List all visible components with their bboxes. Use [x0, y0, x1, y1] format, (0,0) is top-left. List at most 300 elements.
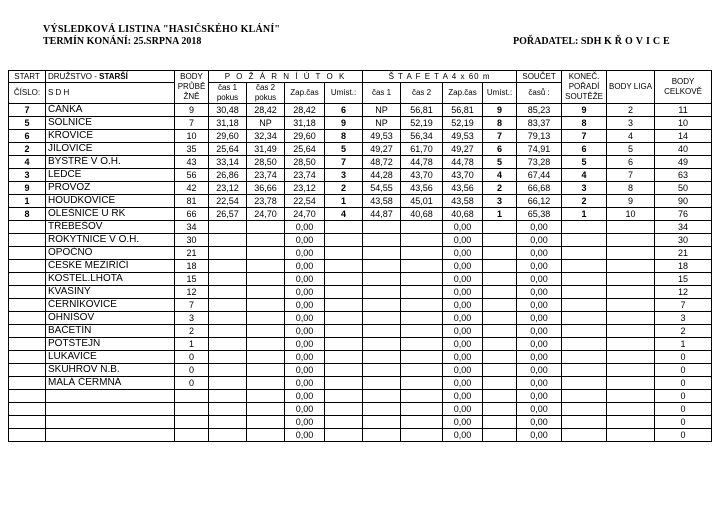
cell-team: BYSTRÉ V O.H.	[46, 156, 175, 169]
cell-pozar-zap-cas: 0,00	[285, 325, 325, 338]
cell-body-celkove: 0	[655, 403, 712, 416]
cell-pozar-umist	[325, 247, 363, 260]
table-row	[9, 429, 712, 442]
cell-team: MALÁ ČERMNÁ	[46, 377, 175, 390]
cell-stafeta-zap-cas: 0,00	[443, 364, 483, 377]
table-row	[9, 208, 712, 221]
cell-body-celkove: 0	[655, 364, 712, 377]
cell-stafeta-umist	[483, 429, 517, 442]
table-row	[9, 182, 712, 195]
cell-body	[175, 390, 209, 403]
col-cislo: ČÍSLO:	[9, 83, 46, 104]
col-soucet: SOUČET	[517, 71, 562, 83]
cell-stafeta-umist: 4	[483, 169, 517, 182]
cell-body: 7	[175, 299, 209, 312]
cell-stafeta-cas2	[401, 429, 443, 442]
cell-soucet: 0,00	[517, 429, 562, 442]
cell-stafeta-zap-cas: 43,56	[443, 182, 483, 195]
cell-body-celkove: 49	[655, 156, 712, 169]
cell-stafeta-zap-cas: 0,00	[443, 273, 483, 286]
table-row	[9, 247, 712, 260]
cell-team	[46, 429, 175, 442]
cell-body-liga: 8	[607, 182, 655, 195]
cell-soucet: 85,23	[517, 104, 562, 117]
cell-pozar-umist: 9	[325, 117, 363, 130]
cell-start	[9, 260, 46, 273]
table-row	[9, 416, 712, 429]
cell-body: 7	[175, 117, 209, 130]
cell-soucet: 0,00	[517, 338, 562, 351]
cell-team: POTŠTEJN	[46, 338, 175, 351]
cell-pozar-zap-cas: 0,00	[285, 377, 325, 390]
cell-body-liga	[607, 325, 655, 338]
cell-stafeta-zap-cas: 49,53	[443, 130, 483, 143]
cell-pozar-cas1: 30,48	[209, 104, 247, 117]
cell-pozar-umist	[325, 325, 363, 338]
cell-stafeta-zap-cas: 43,70	[443, 169, 483, 182]
cell-pozar-zap-cas: 25,64	[285, 143, 325, 156]
cell-pozar-zap-cas: 31,18	[285, 117, 325, 130]
cell-stafeta-zap-cas: 0,00	[443, 247, 483, 260]
table-row	[9, 377, 712, 390]
cell-pozar-cas2: 28,50	[247, 156, 285, 169]
cell-body	[175, 429, 209, 442]
cell-stafeta-umist: 7	[483, 130, 517, 143]
cell-pozar-cas2	[247, 312, 285, 325]
cell-poradi: 8	[562, 117, 607, 130]
cell-soucet: 0,00	[517, 260, 562, 273]
col-cas1: čas 1	[363, 83, 401, 104]
col-body-celkove: BODY CELKOVĚ	[655, 71, 712, 104]
cell-stafeta-zap-cas: 0,00	[443, 390, 483, 403]
cell-stafeta-umist	[483, 325, 517, 338]
cell-stafeta-cas2: 56,81	[401, 104, 443, 117]
cell-stafeta-cas2	[401, 416, 443, 429]
cell-poradi	[562, 221, 607, 234]
table-row	[9, 299, 712, 312]
cell-soucet: 66,68	[517, 182, 562, 195]
cell-poradi	[562, 299, 607, 312]
cell-body-liga	[607, 312, 655, 325]
cell-team: BAČETÍN	[46, 325, 175, 338]
cell-stafeta-cas2: 61,70	[401, 143, 443, 156]
cell-pozar-cas1	[209, 338, 247, 351]
cell-stafeta-umist	[483, 351, 517, 364]
event-date: TERMÍN KONÁNÍ: 25.SRPNA 2018	[43, 36, 202, 47]
cell-stafeta-umist: 8	[483, 117, 517, 130]
cell-pozar-cas1: 25,64	[209, 143, 247, 156]
cell-body-liga	[607, 364, 655, 377]
cell-pozar-cas1: 23,12	[209, 182, 247, 195]
cell-pozar-zap-cas: 0,00	[285, 299, 325, 312]
table-row	[9, 338, 712, 351]
cell-pozar-umist	[325, 260, 363, 273]
cell-pozar-umist	[325, 416, 363, 429]
cell-pozar-cas2	[247, 377, 285, 390]
cell-poradi	[562, 416, 607, 429]
cell-pozar-cas2	[247, 260, 285, 273]
cell-body-liga	[607, 273, 655, 286]
cell-body: 30	[175, 234, 209, 247]
cell-stafeta-cas2: 45,01	[401, 195, 443, 208]
cell-body-liga: 10	[607, 208, 655, 221]
cell-start: 8	[9, 208, 46, 221]
cell-pozar-cas1	[209, 403, 247, 416]
cell-pozar-umist	[325, 390, 363, 403]
cell-poradi: 5	[562, 156, 607, 169]
cell-soucet: 0,00	[517, 221, 562, 234]
cell-start: 7	[9, 104, 46, 117]
cell-pozar-cas1	[209, 247, 247, 260]
cell-pozar-zap-cas: 0,00	[285, 273, 325, 286]
cell-pozar-umist	[325, 364, 363, 377]
cell-stafeta-cas1	[363, 234, 401, 247]
cell-soucet: 67,44	[517, 169, 562, 182]
cell-body-celkove: 0	[655, 416, 712, 429]
cell-pozar-cas2: 24,70	[247, 208, 285, 221]
cell-body: 81	[175, 195, 209, 208]
cell-body-celkove: 21	[655, 247, 712, 260]
cell-start	[9, 351, 46, 364]
cell-pozar-zap-cas: 28,50	[285, 156, 325, 169]
col-start: START	[9, 71, 46, 83]
cell-poradi: 9	[562, 104, 607, 117]
organizer	[513, 36, 673, 47]
cell-soucet: 65,38	[517, 208, 562, 221]
cell-start	[9, 273, 46, 286]
cell-pozar-cas2	[247, 403, 285, 416]
cell-poradi: 3	[562, 182, 607, 195]
cell-soucet: 79,13	[517, 130, 562, 143]
cell-body-celkove: 3	[655, 312, 712, 325]
cell-stafeta-zap-cas: 0,00	[443, 416, 483, 429]
cell-pozar-zap-cas: 23,74	[285, 169, 325, 182]
cell-pozar-cas1	[209, 273, 247, 286]
cell-soucet: 0,00	[517, 403, 562, 416]
cell-stafeta-zap-cas: 0,00	[443, 299, 483, 312]
cell-team: KOSTEL.LHOTA	[46, 273, 175, 286]
cell-soucet: 0,00	[517, 273, 562, 286]
cell-body	[175, 416, 209, 429]
cell-soucet: 0,00	[517, 377, 562, 390]
cell-body-celkove: 18	[655, 260, 712, 273]
cell-body-celkove: 63	[655, 169, 712, 182]
cell-pozar-cas2	[247, 364, 285, 377]
cell-start	[9, 403, 46, 416]
table-row	[9, 351, 712, 364]
cell-pozar-cas2	[247, 221, 285, 234]
cell-stafeta-cas1: 54,55	[363, 182, 401, 195]
cell-pozar-zap-cas: 22,54	[285, 195, 325, 208]
cell-pozar-cas2	[247, 429, 285, 442]
cell-pozar-cas2: NP	[247, 117, 285, 130]
cell-body-liga	[607, 351, 655, 364]
cell-pozar-zap-cas: 0,00	[285, 338, 325, 351]
cell-pozar-cas1: 29,60	[209, 130, 247, 143]
cell-team: LEDCE	[46, 169, 175, 182]
cell-start	[9, 416, 46, 429]
cell-team: ČÁNKA	[46, 104, 175, 117]
cell-stafeta-zap-cas: 0,00	[443, 325, 483, 338]
cell-start	[9, 234, 46, 247]
cell-team: LUKAVICE	[46, 351, 175, 364]
cell-stafeta-zap-cas: 56,81	[443, 104, 483, 117]
cell-start	[9, 312, 46, 325]
cell-stafeta-umist	[483, 299, 517, 312]
cell-stafeta-cas2	[401, 377, 443, 390]
cell-stafeta-umist	[483, 390, 517, 403]
table-row	[9, 403, 712, 416]
cell-poradi: 4	[562, 169, 607, 182]
cell-pozar-cas2	[247, 338, 285, 351]
cell-pozar-umist: 8	[325, 130, 363, 143]
cell-pozar-umist	[325, 234, 363, 247]
cell-start	[9, 299, 46, 312]
cell-team: KVASINY	[46, 286, 175, 299]
cell-pozar-cas1: 31,18	[209, 117, 247, 130]
cell-body-liga	[607, 260, 655, 273]
table-row	[9, 195, 712, 208]
cell-stafeta-cas1	[363, 247, 401, 260]
cell-stafeta-cas2: 43,70	[401, 169, 443, 182]
cell-pozar-zap-cas: 0,00	[285, 403, 325, 416]
cell-pozar-cas1	[209, 325, 247, 338]
cell-stafeta-zap-cas: 0,00	[443, 221, 483, 234]
cell-pozar-umist: 2	[325, 182, 363, 195]
cell-pozar-umist	[325, 429, 363, 442]
col-druzstvo-label: DRUŽSTVO -	[48, 71, 97, 81]
col-cas2-pokus: čas 2 pokus	[247, 83, 285, 104]
cell-poradi	[562, 429, 607, 442]
cell-stafeta-umist	[483, 234, 517, 247]
cell-pozar-zap-cas: 0,00	[285, 390, 325, 403]
col-body-pruby: BODY PRŮBĚ ŽNĚ	[175, 71, 209, 104]
cell-soucet: 73,28	[517, 156, 562, 169]
cell-pozar-umist	[325, 221, 363, 234]
cell-stafeta-zap-cas: 0,00	[443, 403, 483, 416]
cell-team: ČERNÍKOVICE	[46, 299, 175, 312]
cell-soucet: 0,00	[517, 364, 562, 377]
cell-body-liga: 3	[607, 117, 655, 130]
document-title: VÝSLEDKOVÁ LISTINA "HASIČSKÉHO KLÁNÍ"	[43, 24, 281, 35]
cell-body-celkove: 11	[655, 104, 712, 117]
cell-stafeta-umist	[483, 286, 517, 299]
cell-pozar-zap-cas: 0,00	[285, 351, 325, 364]
cell-stafeta-cas2	[401, 325, 443, 338]
cell-body: 9	[175, 104, 209, 117]
cell-start	[9, 377, 46, 390]
cell-stafeta-cas1	[363, 351, 401, 364]
table-row	[9, 221, 712, 234]
cell-body-liga	[607, 247, 655, 260]
cell-poradi	[562, 273, 607, 286]
cell-body-celkove: 40	[655, 143, 712, 156]
cell-stafeta-cas1	[363, 221, 401, 234]
cell-pozar-umist: 3	[325, 169, 363, 182]
cell-body-celkove: 2	[655, 325, 712, 338]
cell-stafeta-umist	[483, 364, 517, 377]
cell-body-liga	[607, 390, 655, 403]
cell-stafeta-cas1	[363, 390, 401, 403]
cell-pozar-zap-cas: 29,60	[285, 130, 325, 143]
cell-stafeta-cas2: 56,34	[401, 130, 443, 143]
cell-team: JÍLOVICE	[46, 143, 175, 156]
cell-pozar-cas1	[209, 390, 247, 403]
cell-pozar-cas1	[209, 364, 247, 377]
cell-pozar-cas2: 23,78	[247, 195, 285, 208]
col-konec-poradi: KONEČ. POŘADÍ SOUTĚŽE	[562, 71, 607, 104]
col-casu: časů :	[517, 83, 562, 104]
cell-stafeta-cas1	[363, 403, 401, 416]
cell-pozar-umist: 4	[325, 208, 363, 221]
cell-body-celkove: 30	[655, 234, 712, 247]
cell-stafeta-cas1	[363, 299, 401, 312]
cell-stafeta-cas2: 44,78	[401, 156, 443, 169]
cell-stafeta-cas1	[363, 364, 401, 377]
cell-poradi	[562, 338, 607, 351]
cell-team: PROVOZ	[46, 182, 175, 195]
cell-body-liga	[607, 403, 655, 416]
cell-body: 0	[175, 364, 209, 377]
cell-stafeta-cas2	[401, 273, 443, 286]
cell-body: 21	[175, 247, 209, 260]
cell-pozar-cas2	[247, 390, 285, 403]
col-cas1-pokus: čas 1 pokus	[209, 83, 247, 104]
cell-stafeta-zap-cas: 0,00	[443, 286, 483, 299]
cell-soucet: 0,00	[517, 390, 562, 403]
cell-pozar-umist: 5	[325, 143, 363, 156]
cell-stafeta-cas2	[401, 390, 443, 403]
cell-pozar-zap-cas: 24,70	[285, 208, 325, 221]
cell-stafeta-cas1: NP	[363, 104, 401, 117]
cell-stafeta-umist: 2	[483, 182, 517, 195]
cell-soucet: 74,91	[517, 143, 562, 156]
cell-body-celkove: 0	[655, 351, 712, 364]
cell-start	[9, 390, 46, 403]
table-row	[9, 234, 712, 247]
cell-stafeta-umist	[483, 403, 517, 416]
cell-start: 1	[9, 195, 46, 208]
cell-pozar-cas2	[247, 325, 285, 338]
cell-team	[46, 403, 175, 416]
cell-pozar-zap-cas: 0,00	[285, 312, 325, 325]
cell-stafeta-cas2	[401, 234, 443, 247]
cell-body-celkove: 14	[655, 130, 712, 143]
cell-poradi	[562, 286, 607, 299]
cell-soucet: 0,00	[517, 286, 562, 299]
cell-pozar-cas1	[209, 221, 247, 234]
cell-pozar-cas2: 36,66	[247, 182, 285, 195]
cell-body: 66	[175, 208, 209, 221]
cell-body-celkove: 34	[655, 221, 712, 234]
cell-poradi	[562, 260, 607, 273]
table-row	[9, 117, 712, 130]
cell-team: KŘOVICE	[46, 130, 175, 143]
cell-pozar-cas2: 28,42	[247, 104, 285, 117]
table-row	[9, 390, 712, 403]
col-umist: Umíst.:	[325, 83, 363, 104]
cell-stafeta-cas2	[401, 299, 443, 312]
cell-body: 43	[175, 156, 209, 169]
col-zap-cas: Zap.čas	[285, 83, 325, 104]
cell-stafeta-umist	[483, 312, 517, 325]
cell-poradi	[562, 234, 607, 247]
cell-team: TŘEBEŠOV	[46, 221, 175, 234]
cell-pozar-cas1	[209, 286, 247, 299]
cell-stafeta-cas1	[363, 377, 401, 390]
cell-stafeta-umist	[483, 377, 517, 390]
cell-stafeta-umist: 1	[483, 208, 517, 221]
cell-pozar-cas1	[209, 429, 247, 442]
table-body	[9, 104, 712, 442]
cell-stafeta-cas2	[401, 338, 443, 351]
cell-stafeta-zap-cas: 0,00	[443, 377, 483, 390]
cell-body-liga	[607, 234, 655, 247]
cell-team: HOUDKOVICE	[46, 195, 175, 208]
cell-poradi: 7	[562, 130, 607, 143]
cell-team: ROKYTNICE V O.H.	[46, 234, 175, 247]
cell-body-liga	[607, 286, 655, 299]
cell-start	[9, 325, 46, 338]
table-row	[9, 156, 712, 169]
cell-body: 42	[175, 182, 209, 195]
cell-pozar-cas2	[247, 351, 285, 364]
cell-pozar-cas1: 33,14	[209, 156, 247, 169]
cell-stafeta-cas1: 44,28	[363, 169, 401, 182]
cell-stafeta-umist	[483, 273, 517, 286]
col-druzstvo	[46, 71, 175, 83]
cell-stafeta-cas2: 52,19	[401, 117, 443, 130]
cell-team	[46, 416, 175, 429]
cell-stafeta-cas2	[401, 403, 443, 416]
cell-body-liga: 5	[607, 143, 655, 156]
table-row	[9, 104, 712, 117]
cell-body: 2	[175, 325, 209, 338]
cell-soucet: 0,00	[517, 325, 562, 338]
cell-stafeta-umist: 9	[483, 104, 517, 117]
cell-body-celkove: 76	[655, 208, 712, 221]
table-row	[9, 312, 712, 325]
cell-stafeta-cas1: 44,87	[363, 208, 401, 221]
cell-body: 1	[175, 338, 209, 351]
cell-pozar-cas1: 26,57	[209, 208, 247, 221]
cell-start: 4	[9, 156, 46, 169]
cell-body-celkove: 7	[655, 299, 712, 312]
cell-stafeta-cas1	[363, 312, 401, 325]
cell-stafeta-cas2	[401, 312, 443, 325]
cell-stafeta-cas1: 49,53	[363, 130, 401, 143]
cell-body-celkove: 0	[655, 390, 712, 403]
cell-stafeta-cas2	[401, 221, 443, 234]
cell-soucet: 0,00	[517, 247, 562, 260]
cell-body: 3	[175, 312, 209, 325]
cell-pozar-cas2: 31,49	[247, 143, 285, 156]
cell-soucet: 0,00	[517, 299, 562, 312]
col-sdh: S D H	[46, 83, 175, 104]
cell-stafeta-cas1	[363, 338, 401, 351]
cell-stafeta-cas2	[401, 247, 443, 260]
cell-stafeta-zap-cas: 43,58	[443, 195, 483, 208]
col-cas2: čas 2	[401, 83, 443, 104]
cell-stafeta-zap-cas: 0,00	[443, 260, 483, 273]
cell-body-liga: 9	[607, 195, 655, 208]
cell-stafeta-cas1: NP	[363, 117, 401, 130]
cell-body: 0	[175, 351, 209, 364]
cell-stafeta-zap-cas: 0,00	[443, 429, 483, 442]
cell-poradi	[562, 325, 607, 338]
cell-body	[175, 403, 209, 416]
table-row	[9, 169, 712, 182]
